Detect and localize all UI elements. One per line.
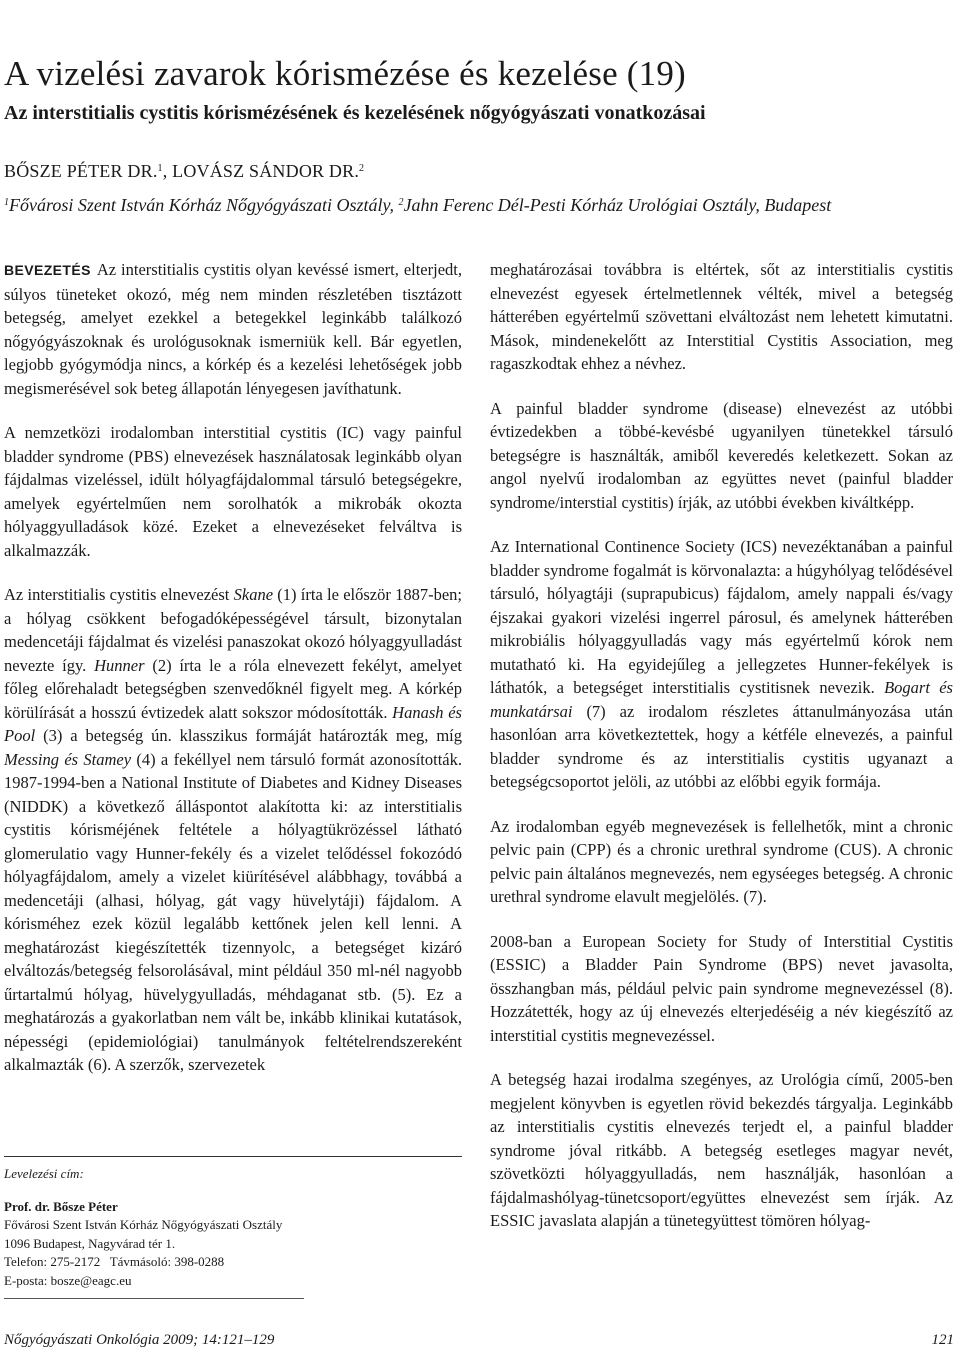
affiliation-2-mark: 2: [398, 197, 404, 208]
body-paragraph-6: Az irodalomban egyéb megnevezések is fellelhetők, mint a chronic pelvic pain (CPP) és a chronic urethral syndrome (CUS). A chronic pelvic pain általános megnevezés, nem egyséeges betegség. A chronic urethral syndrome elavult megjelölés. (7).: [490, 816, 953, 906]
citation-hanash-pool: Hanash és Pool: [4, 702, 462, 745]
author-1: BŐSZE PÉTER DR.: [4, 161, 158, 181]
author-separator: ,: [162, 161, 173, 181]
body-paragraph-4: A painful bladder syndrome (disease) elnevezést az utóbbi évtizedekben a többé-kevésbé ugyanilyen tünetekkel társuló betegségre is használták, amiből keveredés keletkezett. Sokan az angol nyelvű irodalomban az együttes nevet (painful bladder syndrome/interstial cystitis) írják, az utóbbi években kiváltképp.: [490, 398, 953, 512]
introduction-paragraph: [4, 258, 462, 400]
text-run: (4) a fekéllyel nem társuló formát azonosították. 1987-1994-ben a National Institute of Diabetes and Kidney Diseases (NIDDK) a következő álláspontot alakította ki: az interstitialis cystitis kórisméjének feltétele a hólyagtükrözéssel látható glomerulatio vagy Hunner-fekély és a vizelet telődéssel fokozódó hólyagfájdalom, amely a vizelet kiürítésével alábbhagy, továbbá a medencetáji (alhasi, hólyag, gát vagy hüvelytáji) fájdalom. A kórisméhez ezek közül legalább kettőnek jelen kell lenni. A meghatározást kiegészítették tizennyolc, a betegséget kizáró elváltozás/betegség felsorolásával, mint például 350 ml-nél nagyobb űrtartalmú hólyag, hüvelygyulladás, méhdaganat stb. (5). Ez a meghatározás a gyakorlatban nem vált be, inkább klinikai kutatások, népességi (epidemiológiai) tanulmányok feltételrendszereként alkalmazták (6). A szerzők, szervezetek: [4, 749, 463, 1074]
body-paragraph-1: A nemzetközi irodalomban interstitial cystitis (IC) vagy painful bladder syndrome (PBS) elnevezések használatosak leginkább olyan fájdalmas vizeléssel, idült hólyagfájdalommal társuló betegségekre, amelyek egyértelműen nem sorolhatók a mikrobák okozta hólyaggyulladások közé. Ezeket a elnevezéseket felváltva is alkalmazzák.: [4, 423, 462, 560]
right-column: [490, 258, 953, 1254]
body-paragraph-3: meghatározásai továbbra is eltértek, sőt az interstitialis cystitis elnevezést egyesek értelmetlennek vélték, mivel a betegség hátterében egyértelmű szövettani elváltozást nem lehetett kimutatni. Mások, mindenekelőtt az Interstitial Cystitis Association, meg ragaszkodtak ehhez a névhez.: [490, 260, 953, 373]
citation-bogart: Bogart és munkatársai: [490, 678, 953, 721]
affiliation-line: [4, 192, 954, 218]
correspondence-institution: Fővárosi Szent István Kórház Nőgyógyászati Osztály: [4, 1217, 283, 1232]
text-run: (1) írta le először 1887-ben; a hólyag csökkent befogadóképességével társult, bizonytalan medencetáji fájdalmat és vizelési panaszokat okozó hólyaggyulladást nevezte így.: [4, 585, 463, 675]
correspondence-phone: Telefon: 275-2172 Távmásoló: 398-0288: [4, 1254, 225, 1269]
journal-citation: Nőgyógyászati Onkológia 2009; 14:121–129: [4, 1332, 275, 1348]
text-run: (7) az irodalom részletes áttanulmányozása után hasonlóan arra következtettek, hogy a kétféle elnevezés, a painful bladder syndrome és az interstitialis cystitis ugyanazt a betegségcsoportot jelöli, az utóbbi az előbbi egyik formája.: [490, 701, 953, 791]
correspondence-email: E-posta: bosze@eagc.eu: [4, 1272, 132, 1288]
author-2-affiliation-mark: 2: [359, 163, 365, 174]
page-number: 121: [931, 1332, 954, 1348]
affiliation-2: Jahn Ferenc Dél-Pesti Kórház Urológiai Osztály, Budapest: [403, 195, 832, 215]
author-2: LOVÁSZ SÁNDOR DR.: [172, 161, 360, 181]
body-paragraph-5: [490, 535, 953, 794]
author-line: [4, 158, 954, 184]
citation-messing-stamey: Messing és Stamey: [4, 749, 132, 769]
left-column: [4, 258, 462, 1098]
correspondence-name: Prof. dr. Bősze Péter: [4, 1198, 118, 1214]
correspondence-label: Levelezési cím:: [4, 1166, 84, 1181]
text-run: (3) a betegség ún. klasszikus formáját határozták meg, míg: [35, 726, 462, 745]
text-run: Az International Continence Society (ICS) nevezéktanában a painful bladder syndrome fogalmát is körvonalazta: a húgyhólyag telődésével társuló, hólyagtáji (suprapubicus) fájdalom, amely nappali és/vagy éjszakai gyakori vizelési ingerrel párosul, és amelynek hátterében mikrobiális hólyaggyulladás vagy más egyértelmű kórok nem mutatható ki. Ha egyidejűleg a jellegzetes Hunner-fekélyek is láthatók, a betegséget interstitialis cystitisnek nevezik.: [490, 537, 953, 697]
text-run: Az interstitialis cystitis elnevezést: [4, 585, 234, 604]
body-paragraph-2: [4, 583, 462, 1077]
affiliation-1: Fővárosi Szent István Kórház Nőgyógyászati Osztály,: [9, 195, 399, 215]
affiliation-1-mark: 1: [4, 197, 9, 208]
article-subtitle: Az interstitialis cystitis kórismézésének és kezelésének nőgyógyászati vonatkozásai: [4, 102, 706, 124]
correspondence-address: 1096 Budapest, Nagyvárad tér 1.: [4, 1235, 176, 1251]
correspondence-box: [4, 1156, 462, 1299]
text-run: (2) írta le a róla elnevezett fekélyt, amelyet főleg előrehaladt betegségben szenvedőknél figyelt meg. A kórkép körülírását a hosszú évtizedek alatt sokszor módosították.: [4, 655, 462, 722]
correspondence-divider: [4, 1156, 462, 1157]
citation-hunner: Hunner: [94, 655, 145, 675]
article-title: A vizelési zavarok kórismézése és kezelése (19): [4, 54, 686, 93]
author-1-affiliation-mark: 1: [157, 163, 163, 174]
correspondence-bottom-divider: [4, 1298, 304, 1299]
body-paragraph-8: A betegség hazai irodalma szegényes, az Urológia című, 2005-ben megjelent könyvben is egyetlen rövid bekezdés tárgyalja. Leginkább az interstitialis cystitis elnevezés terjedt el, a painful bladder syndrome jóval ritkább. A betegség esetleges magyar nevét, szövetközti hólyaggyulladás, nem használják, hasonlóan a fájdalmashólyag-tünetcsoport/együttes elnevezést sem írják. Az ESSIC javaslata alapján a tünetegyüttest tömören hólyag-: [490, 1070, 953, 1230]
introduction-text: Az interstitialis cystitis olyan kevéssé ismert, elterjedt, súlyos tüneteket okozó, még nem minden részletében tisztázott betegség, amelyet ezekkel a betegekkel leginkább találkozó nőgyógyászoknak és urológusoknak ismerniük kell. Bár egyetlen, legjobb gyógymódja nincs, a kórkép és a kezelési lehetőségek jobb megismerésével sok beteg állapotán lényegesen javíthatunk.: [4, 260, 462, 398]
body-paragraph-7: 2008-ban a European Society for Study of Interstitial Cystitis (ESSIC) a Bladder Pain Syndrome (BPS) nevet javasolta, összhangban más, például pelvic pain syndrome megnevezéssel (8). Hozzátették, hogy az új elnevezés elterjedéséig a név kiegészítő az interstitial cystitis megnevezéssel.: [490, 931, 953, 1045]
citation-skane: Skane: [233, 585, 274, 604]
introduction-label: BEVEZETÉS: [4, 262, 91, 278]
